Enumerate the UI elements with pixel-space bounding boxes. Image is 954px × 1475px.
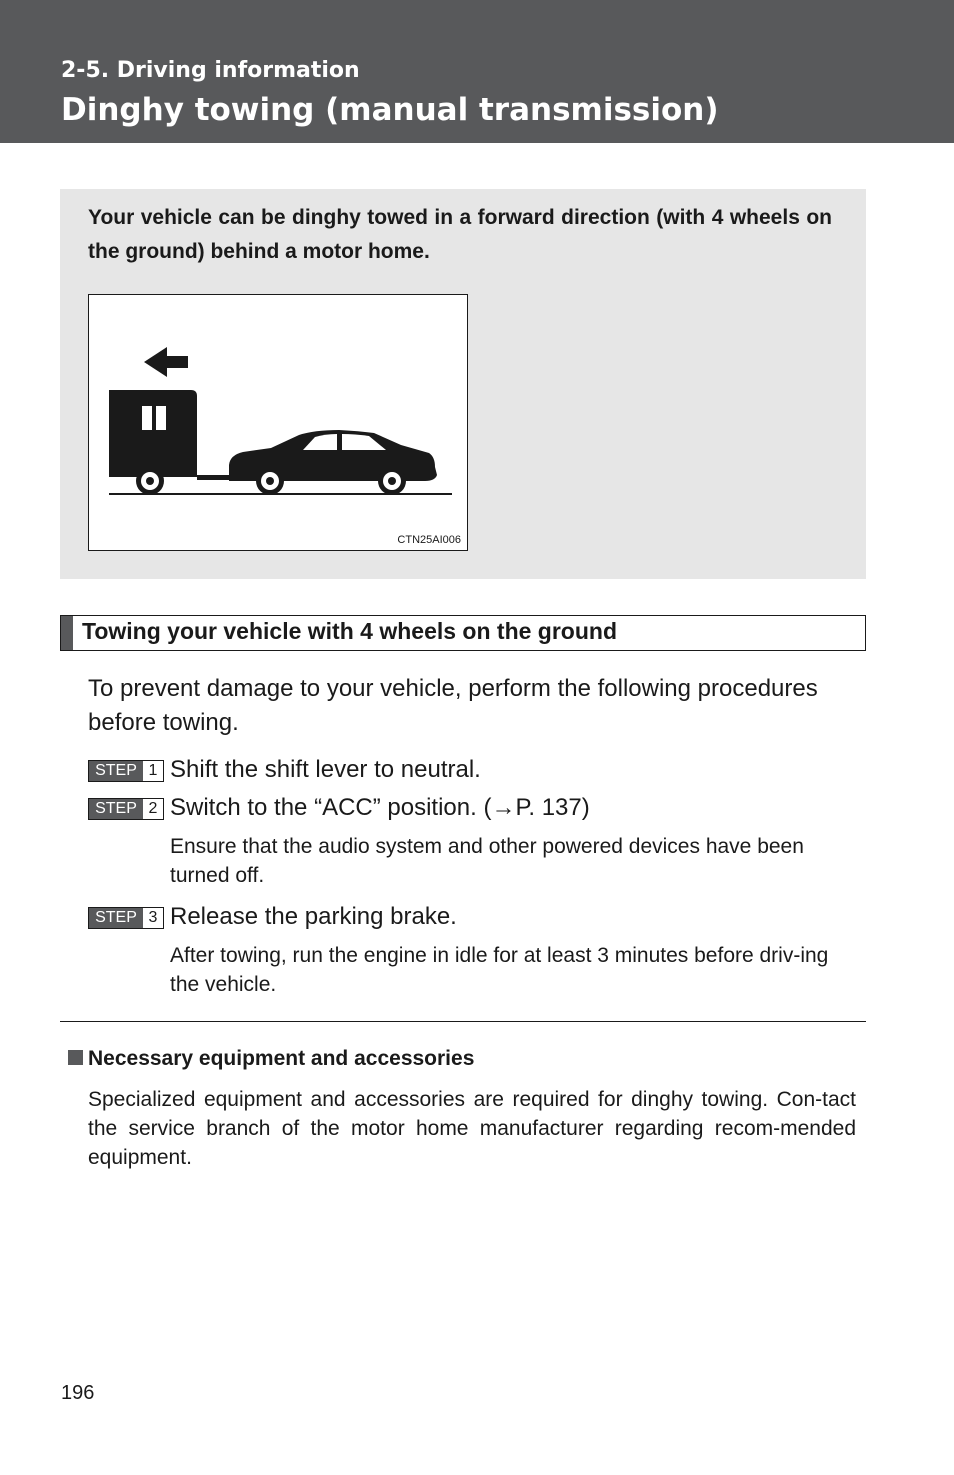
step-badge [88,907,164,929]
subsection-heading [60,615,866,651]
section-divider [60,1021,866,1022]
step-text: Shift the shift lever to neutral. [170,756,481,783]
step-number: 1 [148,762,158,779]
step-label: STEP [89,799,143,819]
equipment-title: Necessary equipment and accessories [88,1047,475,1070]
towing-diagram-icon [89,295,467,550]
lead-paragraph: To prevent damage to your vehicle, perform the following procedures before towing. [88,675,818,736]
towing-illustration [88,294,468,551]
square-bullet-icon [68,1050,83,1065]
intro-panel [60,189,866,579]
direction-arrow-icon [144,347,188,377]
step-3-note: After towing, run the engine in idle for at least 3 minutes before driv-ing the vehicle. [170,944,829,996]
section-label: 2-5. Driving information [61,58,360,83]
step-badge [88,760,164,782]
step-number: 3 [148,909,158,926]
ground-line [109,493,452,495]
page-number: 196 [61,1382,95,1404]
page-header [0,0,954,143]
motor-home-icon [109,390,197,477]
step-label: STEP [89,761,143,781]
step-2-note: Ensure that the audio system and other powered devices have been turned off. [170,835,804,887]
heading-bar [61,616,73,650]
equipment-body: Specialized equipment and accessories are required for dinghy towing. Con-tact the service branch of the motor home manufacturer regarding recom-mended equipment. [88,1088,856,1169]
step-label: STEP [89,908,143,928]
step-text: Release the parking brake. [170,903,457,930]
step-text: Switch to the “ACC” position. (→P. 137) [170,794,590,821]
figure-code: CTN25AI006 [397,534,461,546]
step-number: 2 [148,800,158,817]
page-title: Dinghy towing (manual transmission) [61,92,719,128]
subsection-title: Towing your vehicle with 4 wheels on the ground [82,618,618,644]
intro-text: Your vehicle can be dinghy towed in a forward direction (with 4 wheels on the ground) behind a motor home. [88,206,832,263]
equipment-heading [68,1047,474,1071]
step-badge [88,798,164,820]
